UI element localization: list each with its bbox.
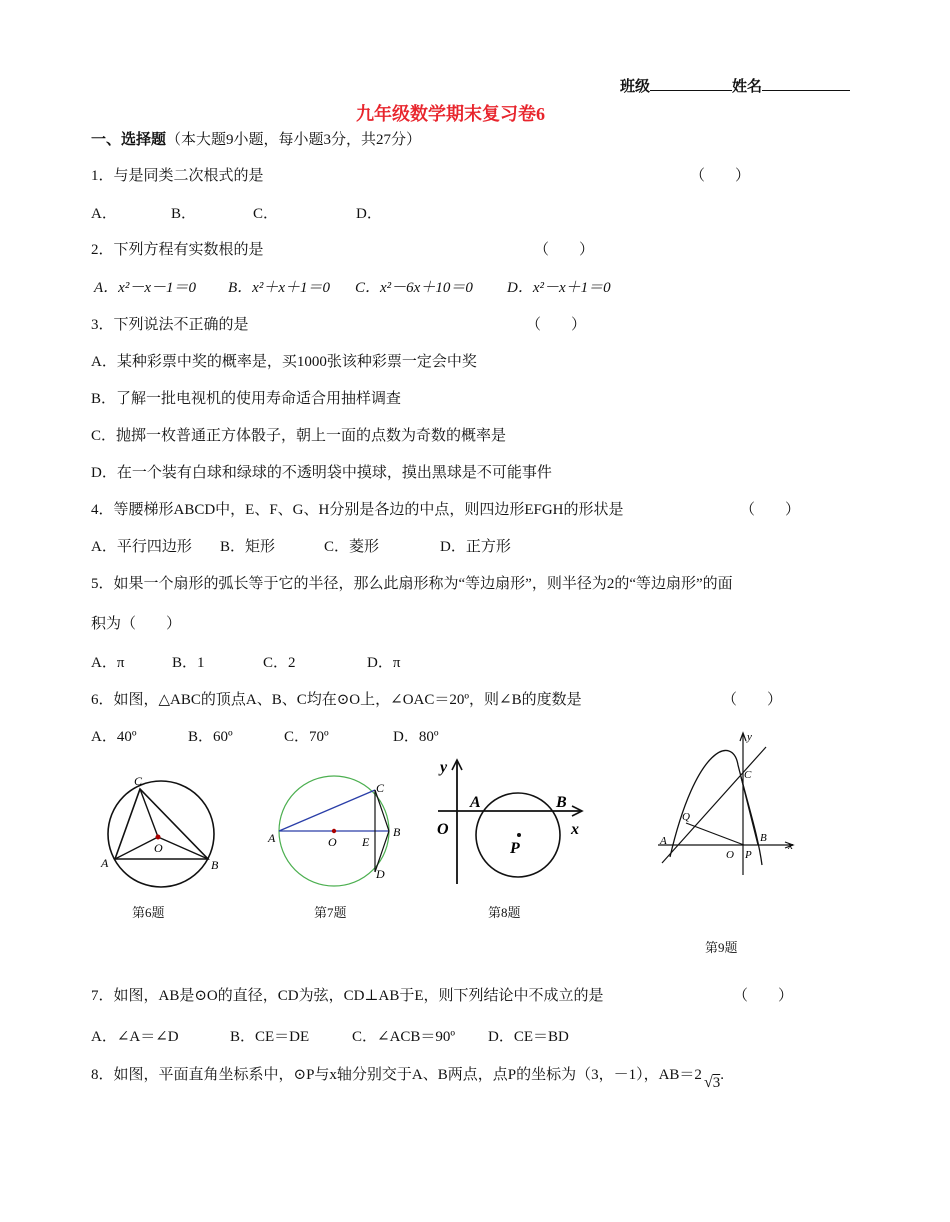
fig7-label-b: B [393,825,401,839]
q4-option-d: D．正方形 [440,539,511,555]
fig7-label-a: A [268,831,276,845]
figure-7-caption: 第7题 [314,905,347,920]
fig6-label-o: O [154,841,163,855]
fig9-label-b: B [760,832,767,844]
q8-stem-text: 8．如图，平面直角坐标系中，⊙P与x轴分别交于A、B两点，点P的坐标为（3，－1），AB＝2 [91,1067,702,1083]
q3-option-c: C．抛掷一枚普通正方体骰子，朝上一面的点数为奇数的概率是 [91,428,507,444]
q5-option-a: A．π [91,655,125,671]
q1-option-d: D． [356,206,382,222]
q5-option-d: D．π [367,655,401,671]
q8-stem-end: . [720,1067,724,1083]
fig8-label-o: O [437,821,449,838]
q5-stem: 5．如果一个扇形的弧长等于它的半径，那么此扇形称为“等边扇形”，则半径为2的“等边扇形”的面 [91,576,733,592]
q8-stem [91,1065,724,1091]
q5-option-b: B．1 [172,655,205,671]
q6-answer-paren[interactable]: （ ） [722,692,783,708]
fig8-label-y: y [440,759,448,776]
section-heading-note: （本大题9小题，每小题3分，共27分） [166,132,422,148]
q3-option-b: B．了解一批电视机的使用寿命适合用抽样调查 [91,391,402,407]
q5-stem-cont: 积为（ ） [91,616,182,632]
figure-9-diagram [648,725,808,885]
q7-option-a: A．∠A＝∠D [91,1029,179,1045]
fig7-label-c: C [376,781,385,795]
q3-stem: 3．下列说法不正确的是 [91,317,249,333]
q1-stem: 1．与是同类二次根式的是 [91,168,264,184]
class-blank[interactable] [650,76,732,91]
q2-option-b: B．x²＋x＋1＝0 [228,280,330,296]
section-heading-label: 一、选择题 [91,132,167,148]
q2-option-c: C．x²－6x＋10＝0 [355,280,473,296]
fig9-label-q: Q [682,811,690,823]
q4-answer-paren[interactable]: （ ） [740,502,801,518]
fig6-label-a: A [101,856,109,870]
q4-option-a: A．平行四边形 [91,539,192,555]
figure-8-diagram [430,752,590,892]
q7-option-d: D．CE＝BD [488,1029,569,1045]
q4-option-c: C．菱形 [324,539,380,555]
q8-sqrt-radicand: 3 [712,1075,721,1091]
q4-stem: 4．等腰梯形ABCD中，E、F、G、H分别是各边的中点，则四边形EFGH的形状是 [91,502,624,518]
q7-stem: 7．如图，AB是⊙O的直径，CD为弦，CD⊥AB于E，则下列结论中不成立的是 [91,988,604,1004]
q1-answer-paren[interactable]: （ ） [690,168,751,184]
fig7-label-d: D [376,867,385,881]
q1-option-c: C． [253,206,279,222]
fig6-label-b: B [211,858,219,872]
section-heading [91,130,421,150]
fig6-label-c: C [134,774,143,788]
q7-option-c: C．∠ACB＝90º [352,1029,456,1045]
fig9-label-o: O [726,849,734,861]
page-title: 九年级数学期末复习卷6 [356,104,545,124]
q3-option-a: A．某种彩票中奖的概率是，买1000张该种彩票一定会中奖 [91,354,477,370]
name-blank[interactable] [762,76,850,91]
q2-answer-paren[interactable]: （ ） [534,242,595,258]
q6-stem: 6．如图，△ABC的顶点A、B、C均在⊙O上，∠OAC＝20º，则∠B的度数是 [91,692,582,708]
q7-answer-paren[interactable]: （ ） [733,988,794,1004]
q8-sqrt [704,1075,720,1091]
q6-option-d: D．80º [393,729,439,745]
q1-option-b: B． [171,206,197,222]
q5-option-c: C．2 [263,655,296,671]
q7-option-b: B．CE＝DE [230,1029,310,1045]
figure-8-caption: 第8题 [488,905,521,920]
sqrt-icon: √ [703,1074,713,1091]
q1-option-a: A． [91,206,117,222]
figure-6-caption: 第6题 [132,905,165,920]
q3-answer-paren[interactable]: （ ） [526,317,587,333]
fig7-label-o: O [328,835,337,849]
fig9-label-y: y [747,731,752,743]
name-label: 姓名 [732,79,763,95]
q4-option-b: B．矩形 [220,539,276,555]
fig8-label-b: B [556,794,567,811]
figure-7-diagram [263,770,413,895]
q2-option-d: D．x²－x＋1＝0 [507,280,611,296]
q6-option-a: A．40º [91,729,137,745]
figure-9-caption: 第9题 [705,940,738,955]
q6-option-b: B．60º [188,729,233,745]
q2-option-a: A．x²－x－1＝0 [94,280,196,296]
fig9-label-p: P [745,849,752,861]
fig9-label-c: C [744,769,752,781]
fig8-label-x: x [571,821,579,838]
fig8-label-p: P [510,840,520,857]
q6-option-c: C．70º [284,729,329,745]
fig9-label-x: x [788,840,793,852]
fig7-label-e: E [362,835,370,849]
class-field [620,76,850,97]
fig9-label-a: A [660,835,667,847]
fig8-label-a: A [470,794,481,811]
class-label: 班级 [620,79,651,95]
figure-6-diagram [98,772,228,902]
q3-option-d: D．在一个装有白球和绿球的不透明袋中摸球，摸出黑球是不可能事件 [91,465,552,481]
q2-stem: 2．下列方程有实数根的是 [91,242,264,258]
